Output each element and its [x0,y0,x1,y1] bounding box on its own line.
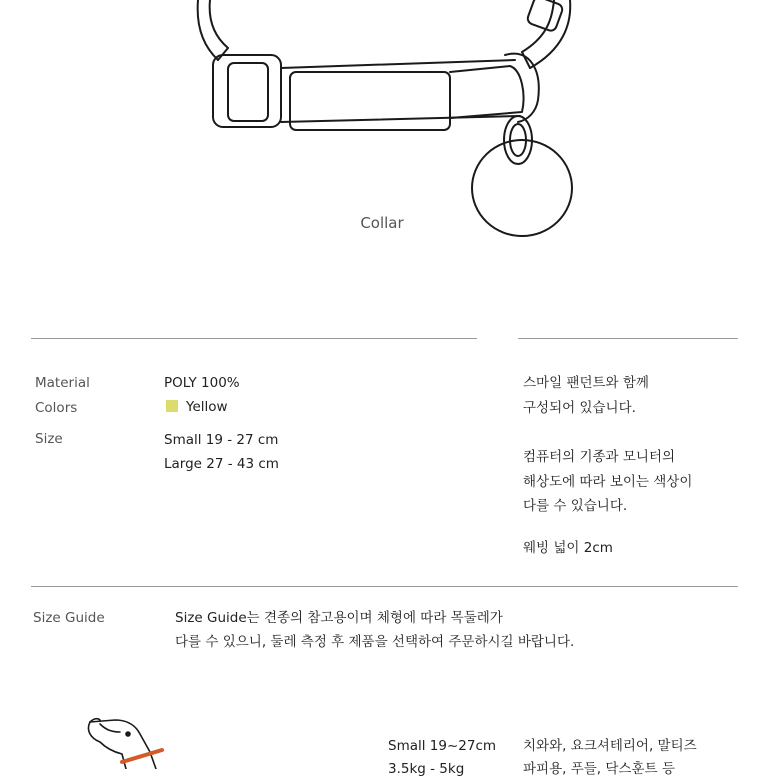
note-line: 컴퓨터의 기종과 모니터의 [523,449,676,465]
size-guide-label: Size Guide [33,610,105,626]
size-label: Size [35,431,63,447]
guide-row-breeds: 치와와, 요크셔테리어, 말티즈 [523,738,697,754]
material-label: Material [35,375,90,391]
dog-illustration [70,712,180,769]
divider-left [31,338,477,339]
illustration-caption: Collar [360,214,404,232]
size-large: Large 27 - 43 cm [164,456,279,472]
note-line: 웨빙 넓이 2cm [523,540,613,556]
divider-right [518,338,738,339]
color-value [166,398,228,416]
material-value: POLY 100% [164,375,240,391]
color-name: Yellow [186,399,228,415]
size-guide-text: Size Guide는 견종의 참고용이며 체형에 따라 목둘레가 [175,610,503,626]
color-swatch [166,400,178,412]
note-line: 구성되어 있습니다. [523,400,636,416]
size-guide-text: 다를 수 있으니, 둘레 측정 후 제품을 선택하여 주문하시길 바랍니다. [175,634,575,650]
divider-full [31,586,738,587]
guide-row-breeds: 파피용, 푸들, 닥스훈트 등 [523,761,675,777]
note-line: 스마일 팬던트와 함께 [523,375,649,391]
guide-row-weight: 3.5kg - 5kg [388,761,465,777]
size-small: Small 19 - 27 cm [164,432,279,448]
note-line: 해상도에 따라 보이는 색상이 [523,474,693,490]
note-line: 다를 수 있습니다. [523,498,628,514]
colors-label: Colors [35,400,78,416]
collar-illustration [150,0,590,245]
guide-row-size: Small 19~27cm [388,738,497,754]
collar-strap-mark [122,750,162,762]
